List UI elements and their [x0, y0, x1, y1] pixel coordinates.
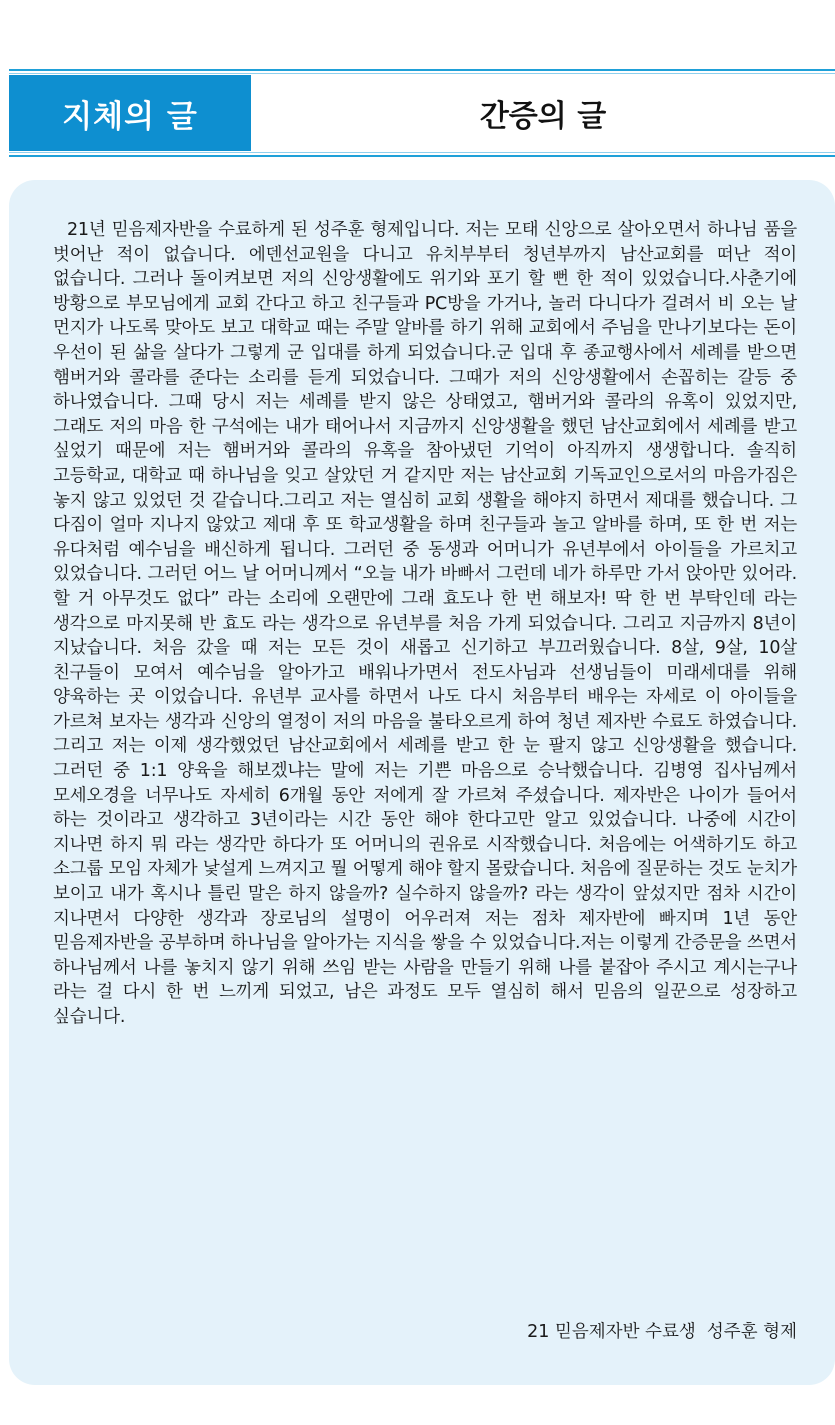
page-title-text: 간증의 글 [479, 99, 607, 134]
page-header [9, 69, 835, 157]
article-body: 21년 믿음제자반을 수료하게 된 성주훈 형제입니다. 저는 모태 신앙으로 살아오면서 하나님 품을 벗어난 적이 없습니다. 에덴선교원을 다니고 유치부부터 청년부까지 남산교회를 떠난 적이 없습니다. 그러나 돌이켜보면 저의 신앙생활에도 위기와 포기 할 뻔 한 적이 있었습니다.사춘기에 방황으로 부모님에게 교회 간다고 하고 친구들과 PC방을 가거나, 놀러 다니다가 걸려서 비 오는 날 먼지가 나도록 맞아도 보고 대학교 때는 주말 알바를 하기 위해 교회에서 주님을 만나기보다는 돈이 우선이 된 삶을 살다가 그렇게 군 입대를 하게 되었습니다.군 입대 후 종교행사에서 세례를 받으면 햄버거와 콜라를 준다는 소리를 듣게 되었습니다. 그때가 저의 신앙생활에서 손꼽히는 갈등 중 하나였습니다. 그때 당시 저는 세례를 받지 않은 상태였고, 햄버거와 콜라의 유혹이 있었지만, 그래도 저의 마음 한 구석에는 내가 태어나서 지금까지 신앙생활을 했던 남산교회에서 세례를 받고 싶었기 때문에 저는 햄버거와 콜라의 유혹을 참아냈던 기억이 아직까지 생생합니다. 솔직히 고등학교, 대학교 때 하나님을 잊고 살았던 거 같지만 저는 남산교회 기독교인으로서의 마음가짐은 놓지 않고 있었던 것 같습니다.그리고 저는 열심히 교회 생활을 해야지 하면서 제대를 했습니다. 그 다짐이 얼마 지나지 않았고 제대 후 또 학교생활을 하며 친구들과 놀고 알바를 하며, 또 한 번 저는 유다처럼 예수님을 배신하게 됩니다. 그러던 중 동생과 어머니가 유년부에서 아이들을 가르치고 있었습니다. 그러던 어느 날 어머니께서 “오늘 내가 바빠서 그런데 네가 하루만 가서 앉아만 있어라. 할 거 아무것도 없다” 라는 소리에 오랜만에 그래 효도나 한 번 해보자! 딱 한 번 부탁인데 라는 생각으로 마지못해 반 효도 라는 생각으로 유년부를 처음 가게 되었습니다. 그리고 지금까지 8년이 지났습니다. 처음 갔을 때 저는 모든 것이 새롭고 신기하고 부끄러웠습니다. 8살, 9살, 10살 친구들이 모여서 예수님을 알아가고 배워나가면서 전도사님과 선생님들이 미래세대를 위해 양육하는 곳 이었습니다. 유년부 교사를 하면서 나도 다시 처음부터 배우는 자세로 이 아이들을 가르쳐 보자는 생각과 신앙의 열정이 저의 마음을 불타오르게 하여 청년 제자반 수료도 하였습니다. 그리고 저는 이제 생각했었던 남산교회에서 세례를 받고 한 눈 팔지 않고 신앙생활을 했습니다. 그러던 중 1:1 양육을 해보겠냐는 말에 저는 기쁜 마음으로 승낙했습니다. 김병영 집사님께서 모세오경을 너무나도 자세히 6개월 동안 저에게 잘 가르쳐 주셨습니다. 제자반은 나이가 들어서 하는 것이라고 생각하고 3년이라는 시간 동안 해야 한다고만 알고 있었습니다. 나중에 시간이 지나면 하지 뭐 라는 생각만 하다가 또 어머니의 권유로 시작했습니다. 처음에는 어색하기도 하고 소그룹 모임 자체가 낯설게 느껴지고 뭘 어떻게 해야 할지 몰랐습니다. 처음에 질문하는 것도 눈치가 보이고 내가 혹시나 틀린 말은 하지 않을까? 실수하지 않을까? 라는 생각이 앞섰지만 점차 시간이 지나면서 다양한 생각과 장로님의 설명이 어우러져 저는 점차 제자반에 빠지며 1년 동안 믿음제자반을 공부하며 하나님을 알아가는 지식을 쌓을 수 있었습니다.저는 이렇게 간증문을 쓰면서 하나님께서 나를 놓치지 않기 위해 쓰임 받는 사람을 만들기 위해 나를 붙잡아 주시고 계시는구나 라는 걸 다시 한 번 느끼게 되었고, 남은 과정도 모두 열심히 해서 믿음의 일꾼으로 성장하고 싶습니다. [53, 220, 797, 1027]
page-title [251, 75, 835, 151]
header-rule-top [9, 73, 835, 74]
section-label: 지체의 글 [9, 75, 251, 151]
header-rule-bottom [9, 152, 835, 153]
article-signature: 21 믿음제자반 수료생 성주훈 형제 [527, 1322, 797, 1342]
